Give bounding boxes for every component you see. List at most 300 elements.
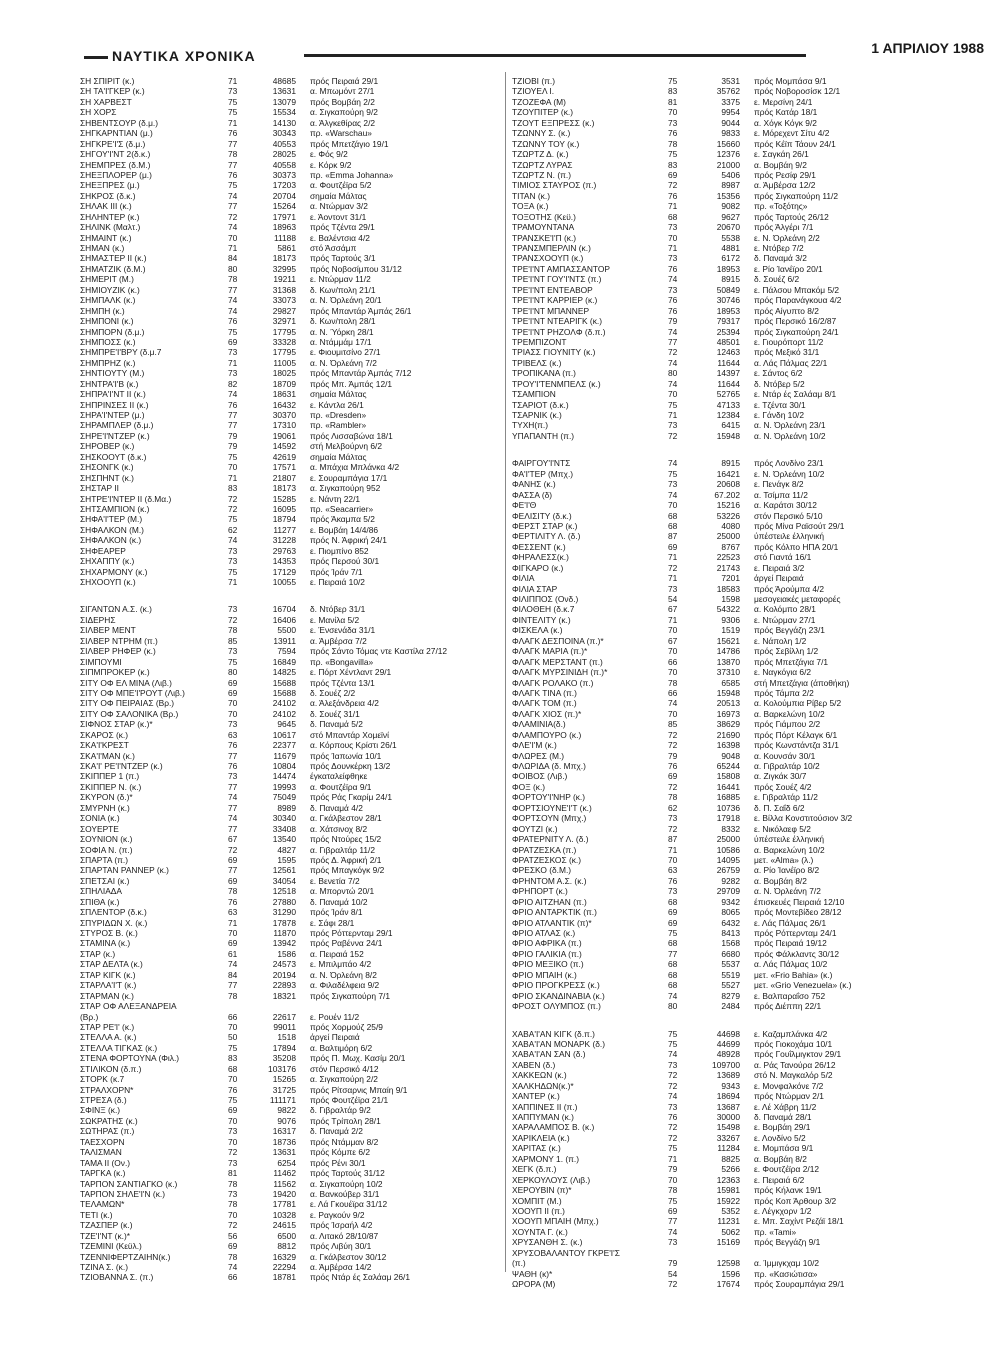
ship-tonnage: 8413 [721, 928, 740, 938]
ship-status: πρός Νοβοσίμπου 31/12 [310, 263, 402, 274]
ship-name: ΤΙΤΑΝ (κ.) [512, 190, 550, 201]
ship-name: ΧΑΒΑ'Ι'ΑΝ ΜΟΝΑΡΚ (δ.) [512, 1038, 606, 1049]
ship-name: ΣΗΠΡΑ'Ι'ΝΤ ΙΙ (κ.) [80, 389, 146, 400]
ship-status: δ. Κων/πολη 21/1 [310, 284, 376, 295]
ship-tonnage: 18583 [716, 583, 740, 594]
ship-year: 75 [228, 514, 238, 525]
ship-year: 72 [668, 1070, 678, 1081]
ship-entry-row [512, 1102, 987, 1112]
ship-year: 77 [228, 823, 238, 834]
ship-tonnage: 16329 [272, 1251, 296, 1262]
ship-entry-row [80, 128, 495, 138]
ship-entry-row [80, 688, 495, 698]
ship-tonnage: 13631 [272, 86, 296, 97]
ship-entry-row [80, 483, 495, 493]
ship-entry-row [512, 253, 987, 263]
ship-entry-row [512, 751, 987, 761]
ship-name: ΣΗΚΡΟΣ (δ.κ.) [80, 190, 136, 201]
ship-name: ΧΑΒΑ'Ι'ΑΝ ΣΑΝ (δ.) [512, 1049, 586, 1060]
ship-year: 68 [668, 969, 678, 980]
ship-name: ΣΤΑΡΛΑ'Ι'Τ (κ.) [80, 980, 137, 991]
ship-entry-row [512, 782, 987, 792]
ship-status: πρός Μπετζάγιο 19/1 [310, 138, 389, 149]
ship-name: (Βρ.) [80, 1011, 99, 1022]
ship-entry-row [80, 886, 495, 896]
ship-year: 75 [668, 928, 678, 938]
ship-tonnage: 54322 [716, 604, 740, 615]
ship-entry-row [80, 1001, 495, 1011]
ship-name: ΦΡΗΝΤΟΜ Α.Σ. (κ.) [512, 875, 587, 886]
ship-status: ε. Άοντοντ 31/1 [310, 211, 367, 222]
ship-name: ΣΗΜΠΟΣΣ (κ.) [80, 336, 136, 347]
ship-year: 69 [668, 917, 678, 928]
ship-tonnage: 7594 [277, 646, 296, 657]
ship-tonnage: 17781 [272, 1199, 296, 1210]
ship-list-section [80, 76, 495, 587]
ship-tonnage: 15808 [716, 771, 740, 782]
ship-tonnage: 30340 [272, 813, 296, 824]
ship-year: 74 [668, 378, 678, 389]
header-rule-left [84, 56, 108, 59]
ship-status: πρός Παρανάγκουα 4/2 [754, 295, 842, 306]
ship-year: 72 [228, 614, 238, 625]
ship-status: α. Ρίο Ίανέϊρο 8/2 [754, 865, 820, 876]
ship-tonnage: 9627 [721, 211, 740, 222]
ship-tonnage: 15981 [716, 1185, 740, 1196]
ship-tonnage: 1596 [721, 1268, 740, 1279]
ship-year: 76 [668, 761, 678, 771]
ship-tonnage: 18953 [716, 263, 740, 274]
ship-year: 71 [668, 614, 678, 625]
ship-entry-row [512, 719, 987, 729]
ship-entry-row [512, 615, 987, 625]
ship-status: πρ. «Warschau» [310, 128, 372, 139]
ship-year: 78 [228, 1199, 238, 1210]
ship-tonnage: 30746 [716, 295, 740, 306]
ship-status: πρ. «Tami» [754, 1226, 797, 1237]
ship-name: ΣΠΗΛΙΑΔΑ [80, 886, 122, 897]
ship-year: 75 [668, 1195, 678, 1206]
ship-year: 75 [668, 149, 678, 160]
ship-entry-row [512, 636, 987, 646]
ship-entry-row [80, 1043, 495, 1053]
ship-year: 63 [668, 865, 678, 876]
ship-tonnage: 28025 [272, 149, 296, 160]
ship-status: ε. Λονδίνο 5/2 [754, 1132, 806, 1143]
ship-entry-row [80, 327, 495, 337]
ship-entry-row [80, 740, 495, 750]
ship-entry-row [80, 813, 495, 823]
ship-entry-row [80, 1095, 495, 1105]
ship-year: 71 [228, 917, 238, 928]
ship-tonnage: 11644 [717, 357, 740, 368]
ship-year: 75 [668, 468, 678, 479]
ship-entry-row [80, 865, 495, 875]
ship-entry-row [512, 657, 987, 667]
ship-name: ΣΙΦΝΟΣ ΣΤΑΡ (κ.)* [80, 719, 153, 730]
ship-year: 79 [668, 750, 678, 761]
ship-tonnage: 14825 [272, 667, 296, 678]
ship-tonnage: 8767 [721, 541, 740, 552]
ship-status: πρός Κόμπε 6/2 [310, 1147, 371, 1158]
ship-name: ΤΖΑΣΠΕΡ (κ.) [80, 1220, 133, 1231]
ship-entry-row [80, 625, 495, 635]
ship-name: ΣΗΡΕ'Ι'ΝΤΖΕΡ (κ.) [80, 430, 150, 441]
ship-status: πρός Ίαπωνία 10/1 [310, 750, 382, 761]
ship-status: ε. Φός 9/2 [310, 149, 348, 160]
ship-entry-row [512, 1001, 987, 1011]
ship-name: ΣΗΦΑΛΚΟΝ (Μ.) [80, 524, 144, 535]
ship-name: ΣΠΙΘΑ (κ.) [80, 896, 120, 907]
ship-tonnage: 35208 [272, 1053, 296, 1064]
ship-entry-row [80, 1231, 495, 1241]
ship-entry-row [80, 1064, 495, 1074]
ship-tonnage: 25394 [716, 326, 740, 337]
ship-year: 70 [228, 1074, 238, 1085]
ship-year: 75 [668, 399, 678, 410]
ship-year: 73 [228, 556, 238, 567]
ship-tonnage: 19211 [273, 274, 296, 285]
ship-tonnage: 12384 [716, 410, 740, 420]
ship-status: α. Κουνσάν 30/1 [754, 750, 816, 761]
ship-status: ε. Λάς Πάλμας 26/1 [754, 917, 827, 928]
ship-tonnage: 4827 [277, 844, 296, 855]
ship-status: α. Γιβραλτάρ 11/2 [310, 844, 376, 855]
ship-entry-row [80, 1241, 495, 1251]
ship-year: 74 [668, 1091, 678, 1102]
ship-status: μεσογειακές μεταφορές [754, 594, 841, 604]
header-rule-right [304, 54, 806, 57]
ship-tonnage: 29709 [716, 886, 740, 897]
ship-name: ΣΚΑ'Ι'ΚΡΕΣΤ [80, 740, 129, 751]
ship-status: άργεί Πειραιά [310, 1032, 360, 1043]
ship-tonnage: 18953 [716, 305, 740, 316]
ship-year: 74 [228, 222, 238, 233]
ship-name: ΣΗΦΕΑΡΕΡ [80, 545, 126, 556]
ship-year: 83 [668, 159, 678, 170]
ship-year: 75 [228, 180, 238, 191]
ship-entry-row [512, 400, 987, 410]
ship-entry-row [80, 1053, 495, 1063]
ship-name: ΤΖΕ'Ι'ΝΤ (κ.)* [80, 1230, 131, 1241]
ship-name: ΣΤΙΛΙΚΟΝ (δ.π.) [80, 1063, 142, 1074]
ship-year: 85 [668, 719, 678, 730]
ship-status: ε. Σουραμπάγια 17/1 [310, 472, 388, 483]
ship-status: ε. Πενάγκ 8/2 [754, 479, 804, 490]
ship-status: α. Βομβάη 8/2 [754, 1153, 807, 1164]
ship-status: πρός Βεγγάζη 23/1 [754, 625, 825, 636]
ship-entry-row [512, 845, 987, 855]
ship-year: 74 [228, 1262, 238, 1272]
ship-year: 79 [668, 316, 678, 327]
ship-name: ΤΖΩΝΝΥ Σ. (κ.) [512, 128, 571, 139]
ship-entry-row [80, 494, 495, 504]
ship-name: ΣΤΡΑΛΧΟΡΝ* [80, 1084, 134, 1095]
ship-status: πρός Μπαντάρ Άμπάς 26/1 [310, 305, 412, 316]
ship-name: ΦΡΑΤΖΕΣΚΑ (π.) [512, 844, 577, 855]
ship-entry-row [80, 667, 495, 677]
ship-tonnage: 37310 [716, 667, 740, 678]
ship-tonnage: 24102 [272, 708, 296, 719]
ship-status: πρός Ντάρ ές Σαλάαμ 26/1 [310, 1272, 411, 1283]
ship-status: α. Λάς Πάλμας 10/2 [754, 959, 828, 970]
ship-name: ΦΡΕΣΚΟ (δ.Μ.) [512, 865, 572, 876]
ship-status: πρός Μπαγκόγκ 9/2 [310, 865, 385, 876]
ship-name: ΣΠΕΤΣΑΙ (κ.) [80, 875, 130, 886]
ship-name: ΣΙΤΥ ΟΦ ΕΛ ΜΙΝΑ (Λιβ.) [80, 677, 172, 688]
ship-name: ΦΡΙΟ ΜΕΞΙΚΟ (π.) [512, 959, 584, 970]
ship-entry-row [512, 1122, 987, 1132]
ship-tonnage: 38629 [716, 719, 740, 730]
ship-name: ΦΕΣΣΕΝΤ (κ.) [512, 541, 566, 552]
ship-year: 71 [228, 117, 238, 128]
ship-entry-row [80, 1126, 495, 1136]
ship-name: ΦΡΗΠΟΡΤ (κ.) [512, 886, 568, 897]
ship-year: 78 [228, 1178, 238, 1189]
ship-status: έπισκευές Πειραιά 12/10 [754, 896, 845, 907]
ship-status: πρός Φουτζέϊρα 21/1 [310, 1095, 389, 1105]
ship-year: 79 [668, 1164, 678, 1175]
ship-tonnage: 10804 [272, 761, 296, 771]
ship-name: ΣΤΕΛΛΑ Α. (κ.) [80, 1032, 137, 1043]
ship-status: ε. Βομβάη 29/1 [754, 1122, 811, 1133]
ship-entry-row [80, 1189, 495, 1199]
ship-status: α. Βαρκελώνη 10/2 [754, 708, 825, 719]
ship-tonnage: 5266 [721, 1164, 740, 1175]
ship-tonnage: 15265 [272, 1074, 296, 1085]
ship-tonnage: 48501 [716, 336, 740, 347]
ship-name: ΣΠΑΡΤΑΝ ΡΑΝΝΕΡ (κ.) [80, 865, 169, 876]
ship-status: ε. Μπ. Σαχίντ Ρεζάϊ 18/1 [754, 1216, 844, 1227]
ship-entry-row [512, 1185, 987, 1195]
ship-year: 68 [668, 959, 678, 970]
ship-entry-row [80, 97, 495, 107]
ship-tonnage: 9833 [721, 128, 740, 139]
ship-name: ΤΖΙΟΒΑΝΝΑ Σ. (π.) [80, 1272, 154, 1283]
ship-status: δ. Κων/πολη 28/1 [310, 316, 376, 327]
ship-entry-row [512, 295, 987, 305]
ship-entry-row [80, 678, 495, 688]
ship-entry-row [80, 636, 495, 646]
ship-tonnage: 52765 [716, 389, 740, 400]
ship-status: ε. Μερσίνη 24/1 [754, 96, 813, 107]
ship-year: 70 [228, 708, 238, 719]
ship-name: ΣΤΑΜΙΝΑ (κ.) [80, 938, 131, 949]
ship-entry-row [80, 1158, 495, 1168]
ship-year: 68 [668, 980, 678, 991]
ship-year: 71 [228, 76, 238, 86]
ship-name: ΣΠΛΕΝΤΟΡ (δ.κ.) [80, 907, 147, 918]
ship-status: α. Άλγκεθίρας 2/2 [310, 117, 376, 128]
ship-status: δ. Ντόβερ 5/2 [754, 378, 805, 389]
ship-name: ΦΟΥΤΖΙ (κ.) [512, 823, 558, 834]
ship-year: 66 [668, 656, 678, 667]
ship-year: 76 [228, 896, 238, 907]
ship-list-section [512, 76, 987, 441]
ship-year: 71 [668, 573, 678, 584]
ship-name: ΣΗΜΑΙΝΤ (κ.) [80, 232, 132, 243]
ship-tonnage: 31290 [272, 907, 296, 918]
ship-year: 87 [668, 834, 678, 845]
ship-name: ΣΩΤΗΡΑΣ (π.) [80, 1126, 135, 1137]
ship-year: 70 [228, 1136, 238, 1147]
ship-tonnage: 15534 [272, 107, 296, 118]
ship-year: 72 [228, 1220, 238, 1231]
ship-year: 78 [228, 274, 238, 285]
ship-entry-row [80, 285, 495, 295]
ship-name: ΦΛΩΡΕΣ (Μ.) [512, 750, 565, 761]
ship-entry-row [512, 76, 987, 86]
ship-entry-row [512, 410, 987, 420]
ship-entry-row [512, 698, 987, 708]
ship-tonnage: 14592 [272, 441, 296, 452]
ship-year: 71 [668, 243, 678, 253]
ship-entry-row [80, 604, 495, 614]
left-column [80, 76, 495, 1300]
ship-status: πρ. «Τοξότης» [754, 201, 808, 212]
ship-year: 74 [228, 295, 238, 306]
ship-name: ΦΡΙΟ ΠΡΟΓΚΡΕΣΣ (κ.) [512, 980, 600, 991]
ship-entry-row [80, 771, 495, 781]
ship-year: 70 [668, 667, 678, 678]
ship-name: ΧΟΟΥΠ ΜΠΑΙΗ (Μπχ.) [512, 1216, 599, 1227]
ship-entry-row [512, 813, 987, 823]
ship-tonnage: 6500 [277, 1230, 296, 1241]
ship-name: ΣΗΡΟΒΕΡ (κ.) [80, 441, 135, 452]
ship-status: πρός Κήλανκ 19/1 [754, 1185, 822, 1196]
ship-name: ΤΖΩΝΝΥ ΤΟΥ (κ.) [512, 138, 580, 149]
ship-name: ΦΡΙΟ ΑΤΛΑΣ (κ.) [512, 928, 576, 938]
ship-tonnage: 7201 [721, 573, 740, 584]
ship-year: 73 [668, 1101, 678, 1112]
ship-status: πρός Ρένι 30/1 [310, 1157, 366, 1168]
ship-name: ΣΚΙΠΠΕΡ Ν. (κ.) [80, 781, 142, 792]
ship-tonnage: 16095 [272, 503, 296, 514]
ship-name: ΤΡΙΒΕΛΣ (κ.) [512, 357, 562, 368]
ship-tonnage: 13631 [272, 1147, 296, 1158]
ship-tonnage: 17203 [272, 180, 296, 191]
ship-name: ΣΗΠΡΙΝΣΕΣ ΙΙ (κ.) [80, 399, 149, 410]
ship-name: ΤΑΕΣΧΟΡΝ [80, 1136, 125, 1147]
ship-tonnage: 11870 [273, 928, 296, 938]
ship-name: ΣΙΔΕΡΗΣ [80, 614, 116, 625]
ship-name: ΧΑΠΠΙΝΕΣ ΙΙ (π.) [512, 1101, 578, 1112]
ship-tonnage: 15922 [716, 1195, 740, 1206]
ship-year: 73 [228, 545, 238, 556]
ship-status: σημαία Μάλτας [310, 190, 367, 201]
ship-status: πρός Ντώρμαν 2/1 [754, 1091, 824, 1102]
ship-status: α. Άμβέρσα 7/2 [310, 635, 367, 646]
ship-tonnage: 11188 [273, 232, 296, 243]
ship-entry-row [80, 233, 495, 243]
ship-status: πρός Σιγκαπούρη 24/1 [754, 326, 839, 337]
ship-entry-row [512, 274, 987, 284]
ship-entry-row [512, 771, 987, 781]
ship-status: α. Άμβέρσα 14/2 [310, 1262, 372, 1272]
ship-status: ε. Μόρεχεντ Σίτυ 4/2 [754, 128, 830, 139]
ship-entry-row [80, 452, 495, 462]
ship-year: 80 [228, 667, 238, 678]
ship-year: 76 [668, 875, 678, 886]
ship-entry-row [512, 949, 987, 959]
ship-status: πρός Φάλκλαντς 30/12 [754, 948, 840, 959]
ship-entry-row [512, 604, 987, 614]
ship-status: πρός Κόλπο ΗΠΑ 20/1 [754, 541, 839, 552]
ship-name: ΣΙΛΒΕΡ ΡΗΦΕΡ (κ.) [80, 646, 156, 657]
ship-tonnage: 6585 [721, 677, 740, 688]
ship-year: 66 [228, 1272, 238, 1283]
ship-status: ε. Μονφαλκόνε 7/2 [754, 1080, 824, 1091]
ship-entry-row [512, 170, 987, 180]
page-header [0, 0, 1000, 72]
ship-tonnage: 24573 [272, 959, 296, 970]
ship-tonnage: 8332 [721, 823, 740, 834]
ship-tonnage: 67.202 [714, 489, 740, 500]
ship-entry-row [512, 1227, 987, 1237]
ship-status: έγκαταλείφθηκε [310, 771, 368, 782]
ship-tonnage: 9645 [277, 719, 296, 730]
ship-year: 74 [668, 357, 678, 368]
ship-entry-row [80, 76, 495, 86]
ship-entry-row [512, 1206, 987, 1216]
ship-tonnage: 17674 [716, 1279, 740, 1289]
ship-entry-row [512, 1029, 987, 1039]
ship-year: 85 [228, 635, 238, 646]
ship-entry-row [80, 431, 495, 441]
ship-status [296, 1001, 495, 1011]
ship-tonnage: 9342 [721, 896, 740, 907]
ship-tonnage: 9044 [721, 117, 740, 128]
ship-name: ΣΟΝΙΑ (κ.) [80, 813, 120, 824]
ship-year: 76 [228, 399, 238, 410]
ship-year: 74 [228, 792, 238, 803]
ship-entry-row [512, 160, 987, 170]
ship-tonnage: 32995 [272, 263, 296, 274]
ship-name: ΦΑΙΡΓΟΥ'Ι'ΝΤΣ [512, 458, 571, 469]
ship-entry-row [512, 379, 987, 389]
ship-entry-row [512, 180, 987, 190]
ship-name: ΤΖΕΜΙΝΙ (Κεϋλ.) [80, 1241, 142, 1252]
ship-status: α. Γκάλβεστον 30/12 [310, 1251, 387, 1262]
ship-name: ΣΠΥΡΙΔΩΝ Χ. (κ.) [80, 917, 148, 928]
ship-year: 70 [228, 928, 238, 938]
ship-entry-row [80, 897, 495, 907]
ship-name: ΣΚΑ'Ι'ΜΑΝ (κ.) [80, 750, 135, 761]
ship-entry-row [512, 1112, 987, 1122]
ship-name: ΧΕΓΚ (δ.π.) [512, 1164, 557, 1175]
ship-year: 83 [228, 1053, 238, 1064]
ship-entry-row [512, 959, 987, 969]
ship-entry-row [80, 191, 495, 201]
ship-name: ΦΟΡΤΟΥ'Ι'ΝΗΡ (κ.) [512, 792, 586, 803]
ship-status: πρός Ρόττερνταμ 24/1 [754, 928, 837, 938]
ship-status: στό Γιαντά 16/1 [754, 552, 812, 563]
ship-name: ΣΗΜΑΣΤΕΡ ΙΙ (κ.) [80, 253, 147, 264]
ship-tonnage: 9082 [721, 201, 740, 212]
ship-name: ΤΖΙΟΒΙ (π.) [512, 76, 555, 86]
ship-status: ε. Πειραιά 6/2 [754, 1174, 805, 1185]
ship-entry-row [512, 479, 987, 489]
ship-tonnage: 27880 [272, 896, 296, 907]
ship-name: ΦΑΝΗΣ (κ.) [512, 479, 556, 490]
ship-name: ΦΙΓΚΑΡΟ (κ.) [512, 562, 564, 573]
ship-status: πρός Ρεσίφ 29/1 [754, 169, 816, 180]
ship-tonnage: 35762 [716, 86, 740, 97]
ship-year: 75 [228, 1095, 238, 1105]
ship-tonnage: 14095 [716, 854, 740, 865]
ship-year: 69 [668, 169, 678, 180]
ship-name: ΣΗΓΚΑΡΝΤΙΑΝ (μ.) [80, 128, 153, 139]
